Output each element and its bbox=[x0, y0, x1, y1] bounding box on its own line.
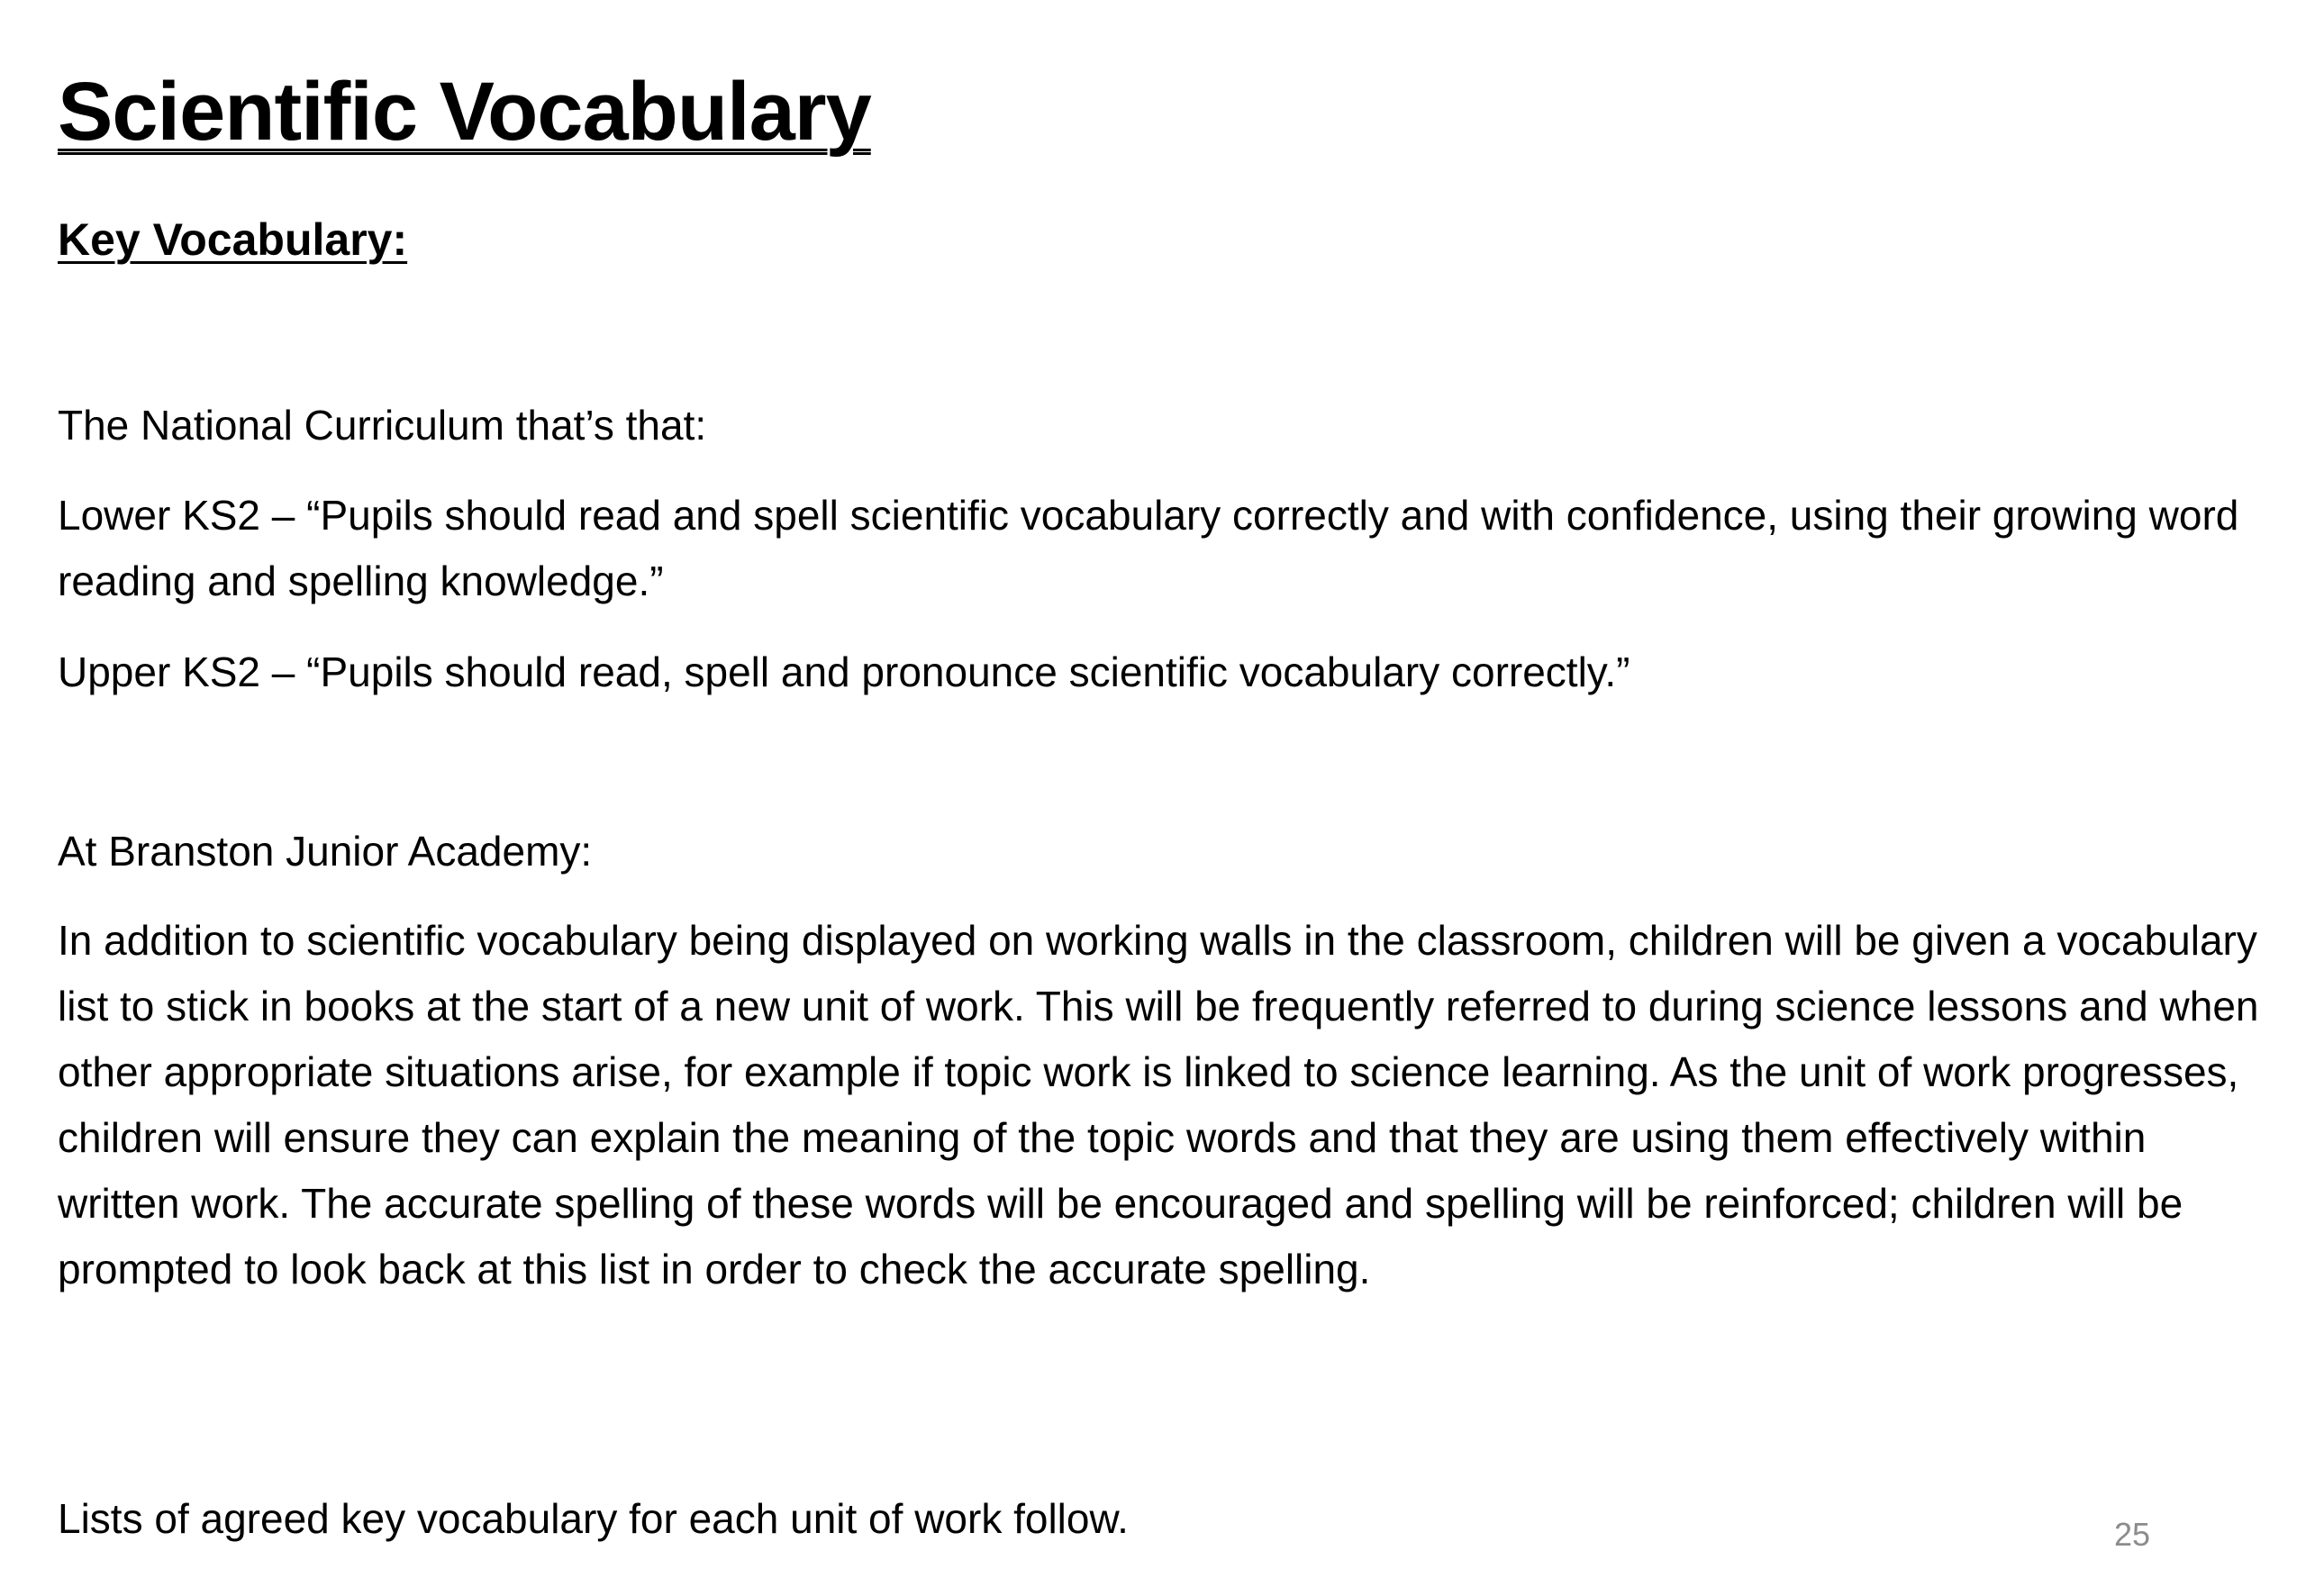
lists-follow-paragraph: Lists of agreed key vocabulary for each unit of work follow. bbox=[58, 1495, 1129, 1542]
page-title: Scientific Vocabulary bbox=[58, 66, 871, 158]
upper-ks2-paragraph: Upper KS2 – “Pupils should read, spell and pronounce scientific vocabulary correctly.” bbox=[58, 648, 1630, 695]
section-heading: Key Vocabulary: bbox=[58, 214, 408, 265]
academy-intro-paragraph: At Branston Junior Academy: bbox=[58, 828, 593, 875]
page-number: 25 bbox=[2113, 1516, 2150, 1553]
vocabulary-practice-paragraph: In addition to scientific vocabulary being displayed on working walls in the classroom, children will be given a vocabulary list to stick in books at the start of a new unit of work. This will be frequently referred to during science lessons and when other appropriate situations arise, for example if topic work is linked to science learning. As the unit of work progresses, children will ensure they can explain the meaning of the topic words and that they are using them effectively within written work. The accurate spelling of these words will be encouraged and spelling will be reinforced; children will be prompted to look back at this list in order to check the accurate spelling. bbox=[58, 917, 2259, 1292]
lower-ks2-paragraph: Lower KS2 – “Pupils should read and spell scientific vocabulary correctly and with confidence, using their growing word reading and spelling knowledge.” bbox=[58, 492, 2239, 604]
curriculum-intro-paragraph: The National Curriculum that’s that: bbox=[58, 402, 707, 449]
